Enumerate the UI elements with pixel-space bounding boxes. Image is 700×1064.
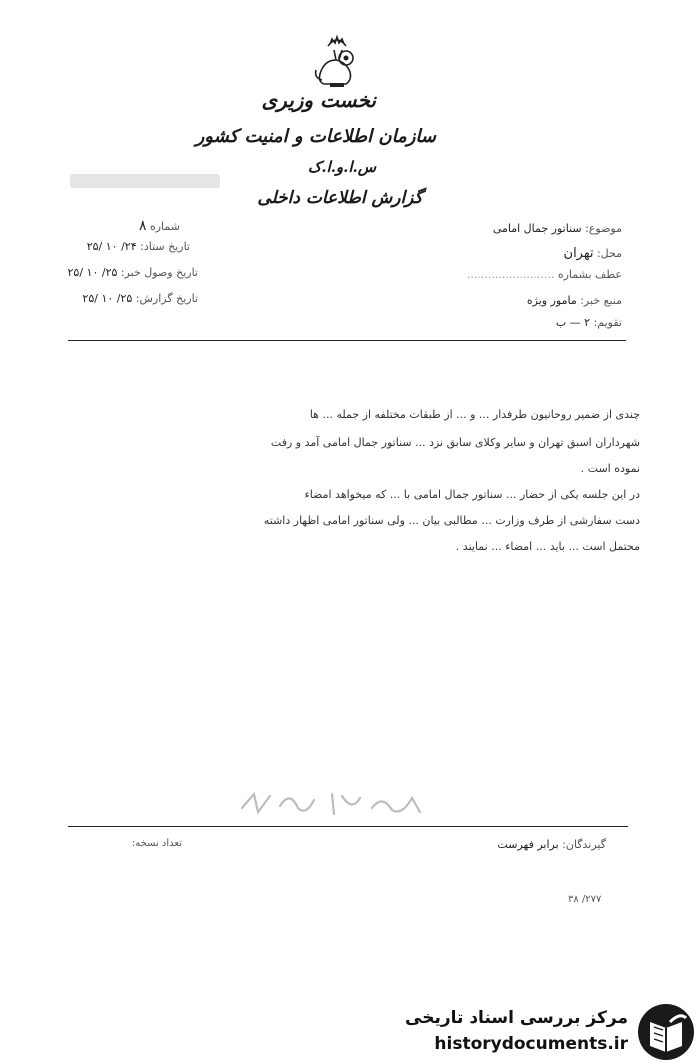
faded-stamp — [236, 786, 426, 820]
smudge-mark — [70, 174, 220, 188]
recipients-label: گیرندگان: — [562, 838, 606, 851]
archive-book-icon — [636, 1002, 696, 1062]
send-date-row — [28, 240, 190, 253]
archive-watermark — [405, 998, 700, 1064]
number-row — [70, 218, 180, 234]
copies-label: تعداد نسخه: — [131, 838, 182, 849]
body-line: نموده است . — [580, 462, 640, 475]
footer-divider — [68, 826, 628, 827]
document-number: ۳۸ /۲۷۷ — [568, 894, 602, 905]
ministry-title: نخست وزیری — [261, 88, 376, 112]
place-label: محل: — [596, 247, 622, 260]
organization-name: سازمان اطلاعات و امنیت کشور — [195, 126, 436, 147]
reference-label: عطف بشماره — [557, 268, 622, 281]
subject-value: سناتور جمال امامی — [492, 222, 582, 235]
copies-row — [92, 838, 182, 849]
receive-date-row — [18, 266, 198, 279]
body-line: در این جلسه یکی از حضار ... سناتور جمال امامی با ... که میخواهد امضاء — [304, 488, 640, 501]
receive-date-value: ۲۵/ ۱۰ /۲۵ — [67, 266, 118, 279]
evaluation-label: تقویم: — [593, 316, 622, 329]
archive-name: مرکز بررسی اسناد تاریخی — [405, 1008, 628, 1028]
evaluation-value: ۲ — ب — [555, 316, 591, 329]
recipients-value: برابر فهرست — [497, 838, 559, 851]
report-date-label: تاریخ گزارش: — [135, 292, 198, 305]
lion-and-sun-emblem-icon — [306, 30, 368, 92]
header-divider — [68, 340, 626, 341]
source-row — [470, 294, 622, 307]
body-line: چندی از ضمیر روحانیون طرفدار ... و ... از طبقات مختلفه از جمله ... ها — [309, 408, 640, 421]
number-value: ۸ — [138, 218, 147, 234]
body-line: شهرداران اسبق تهران و سایر وکلای سابق نزد ... سناتور جمال امامی آمد و رفت — [270, 436, 640, 449]
report-date-value: ۲۵/ ۱۰ /۲۵ — [82, 292, 133, 305]
source-value: مامور ویژه — [526, 294, 577, 307]
receive-date-label: تاریخ وصول خبر: — [120, 266, 198, 279]
report-type: گزارش اطلاعات داخلی — [257, 188, 423, 208]
body-line: محتمل است ... باید ... امضاء ... نمایند . — [455, 540, 640, 553]
source-label: منبع خبر: — [580, 294, 622, 307]
place-value: تهران — [563, 246, 594, 261]
subject-row — [400, 222, 622, 235]
archive-site: historydocuments.ir — [434, 1034, 628, 1054]
reference-row: عطف بشماره ......................... — [466, 268, 622, 281]
send-date-value: ۲۴/ ۱۰ /۲۵ — [86, 240, 137, 253]
send-date-label: تاریخ ستاد: — [140, 240, 190, 253]
organization-code: س.ا.و.ا.ک — [307, 158, 377, 176]
place-row — [440, 246, 622, 261]
number-label: شماره — [149, 220, 180, 233]
evaluation-row — [500, 316, 622, 329]
report-date-row — [18, 292, 198, 305]
subject-label: موضوع: — [585, 222, 622, 235]
body-line: دست سفارشی از طرف وزارت ... مطالبی بیان ... ولی سناتور امامی اظهار داشته — [263, 514, 640, 527]
recipients-row — [430, 838, 606, 851]
